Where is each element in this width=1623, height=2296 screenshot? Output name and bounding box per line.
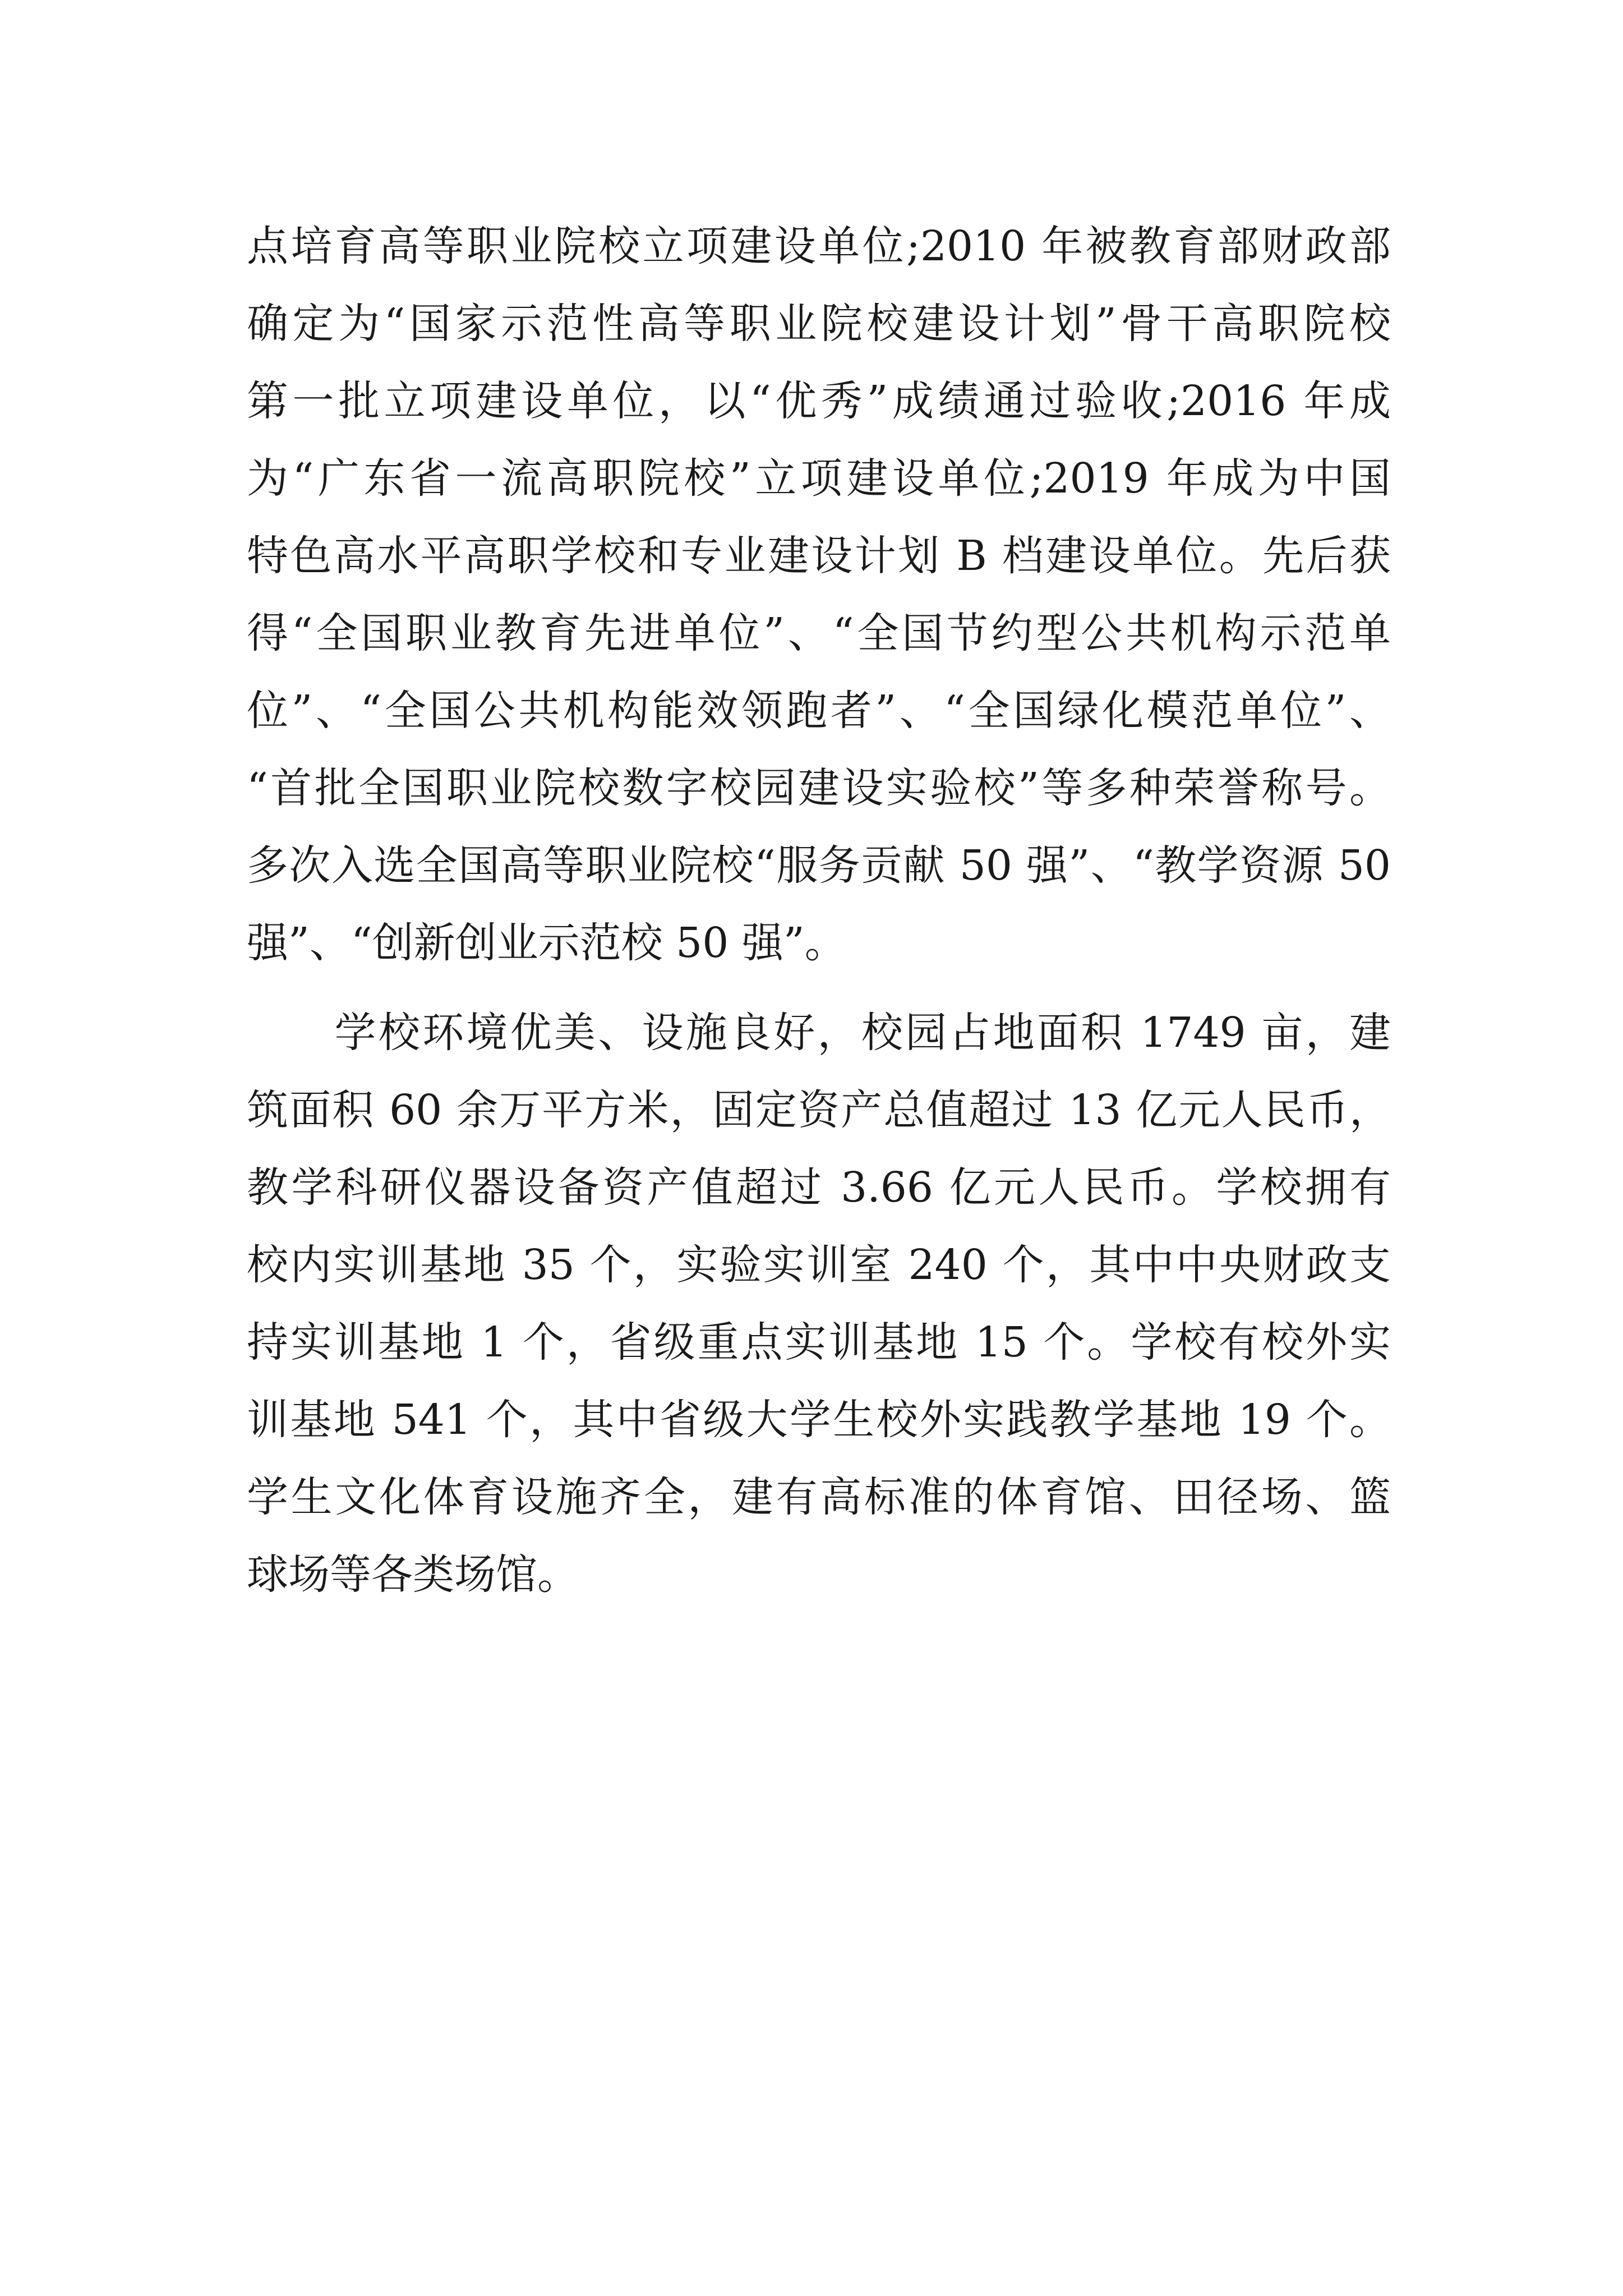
paragraph-1-line: 强”、“创新创业示范校 50 强”。 [247,919,846,967]
paragraph-2-line: 学生文化体育设施齐全，建有高标准的体育馆、田径场、篮 [247,1473,1391,1521]
paragraph-2-line: 教学科研仪器设备资产值超过 3.66 亿元人民币。学校拥有 [247,1163,1391,1212]
document-body [247,208,1391,1613]
paragraph-1-line: 位”、“全国公共机构能效领跑者”、“全国绿化模范单位”、 [247,687,1391,735]
paragraph-2-line: 持实训基地 1 个，省级重点实训基地 15 个。学校有校外实 [247,1318,1391,1366]
paragraph-1-line: 确定为“国家示范性高等职业院校建设计划”骨干高职院校 [247,300,1391,348]
paragraph-2-line: 学校环境优美、设施良好，校园占地面积 1749 亩，建 [247,1009,1391,1057]
paragraph-1 [247,208,1391,982]
paragraph-2-line: 训基地 541 个，其中省级大学生校外实践教学基地 19 个。 [247,1396,1391,1444]
paragraph-1-line: 特色高水平高职学校和专业建设计划 B 档建设单位。先后获 [247,532,1391,580]
paragraph-2-line: 校内实训基地 35 个，实验实训室 240 个，其中中央财政支 [247,1241,1391,1289]
paragraph-1-line: 第一批立项建设单位，以“优秀”成绩通过验收;2016 年成 [247,377,1391,425]
paragraph-2 [247,994,1391,1613]
paragraph-2-line: 筑面积 60 余万平方米，固定资产总值超过 13 亿元人民币， [247,1086,1391,1134]
paragraph-2-line: 球场等各类场馆。 [247,1550,579,1599]
paragraph-1-line: 多次入选全国高等职业院校“服务贡献 50 强”、“教学资源 50 [247,841,1391,890]
paragraph-1-line: “首批全国职业院校数字校园建设实验校”等多种荣誉称号。 [247,764,1391,812]
paragraph-1-line: 点培育高等职业院校立项建设单位;2010 年被教育部财政部 [247,222,1391,270]
paragraph-1-line: 得“全国职业教育先进单位”、“全国节约型公共机构示范单 [247,609,1391,657]
paragraph-gap [247,982,1391,994]
paragraph-1-line: 为“广东省一流高职院校”立项建设单位;2019 年成为中国 [247,454,1391,503]
